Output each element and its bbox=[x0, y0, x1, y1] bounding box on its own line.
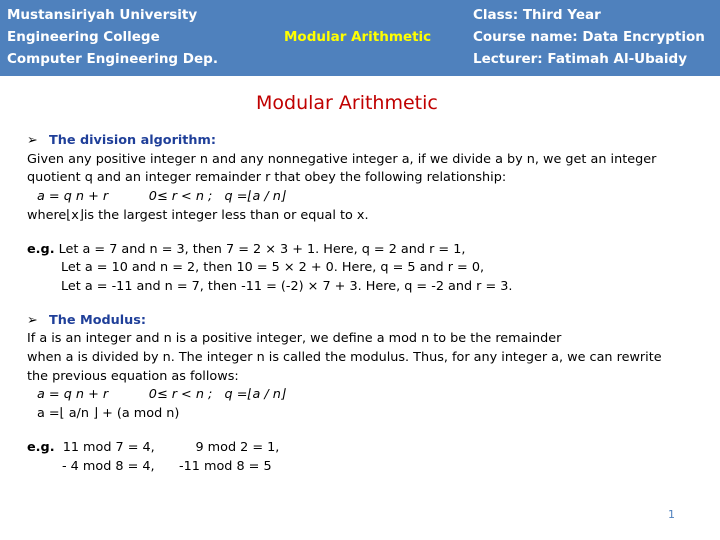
eg-label: e.g. bbox=[27, 439, 55, 455]
course-name: Course name: Data Encryption bbox=[473, 29, 705, 45]
slide-title: Modular Arithmetic bbox=[256, 92, 438, 114]
slide-number: 1 bbox=[668, 508, 675, 521]
class-label: Class: Third Year bbox=[473, 7, 601, 23]
section-heading-text: The division algorithm: bbox=[49, 133, 216, 148]
section-heading-division bbox=[27, 132, 707, 151]
university-name: Mustansiriyah University bbox=[7, 7, 198, 23]
slide-header bbox=[0, 0, 720, 76]
college-name: Engineering College bbox=[7, 29, 160, 45]
formula-line: a =⌊ a/n ⌋ + (a mod n) bbox=[37, 406, 180, 422]
example-line bbox=[27, 241, 707, 260]
example-text: 9 mod 2 = 1, bbox=[195, 439, 280, 455]
paragraph-line: the previous equation as follows: bbox=[27, 368, 239, 384]
example-line: Let a = 10 and n = 2, then 10 = 5 × 2 + 0. Here, q = 5 and r = 0, bbox=[61, 260, 485, 276]
header-topic: Modular Arithmetic bbox=[284, 29, 432, 45]
paragraph-line: when a is divided by n. The integer n is called the modulus. Thus, for any integer a, we can rewrite bbox=[27, 350, 662, 366]
example-text: -11 mod 8 = 5 bbox=[179, 458, 272, 474]
slide-content bbox=[27, 132, 707, 476]
paragraph-line: Given any positive integer n and any nonnegative integer a, if we divide a by n, we get an integer bbox=[27, 151, 657, 167]
example-line bbox=[27, 439, 707, 458]
example-line bbox=[27, 458, 707, 477]
example-text: - 4 mod 8 = 4, bbox=[62, 458, 155, 474]
arrow-bullet-icon: ➢ bbox=[27, 133, 38, 148]
formula-line: a = q n + r 0≤ r < n ; q =⌊a / n⌋ bbox=[37, 387, 286, 403]
lecturer-name: Lecturer: Fatimah Al-Ubaidy bbox=[473, 51, 688, 67]
example-text: 11 mod 7 = 4, bbox=[62, 439, 155, 455]
example-line: Let a = -11 and n = 7, then -11 = (-2) × 7 + 3. Here, q = -2 and r = 3. bbox=[61, 278, 513, 294]
department-name: Computer Engineering Dep. bbox=[7, 51, 218, 67]
paragraph-line: where⌊x⌋is the largest integer less than or equal to x. bbox=[27, 207, 369, 223]
institution-info bbox=[7, 4, 218, 70]
section-heading-modulus bbox=[27, 312, 707, 331]
paragraph-line: quotient q and an integer remainder r that obey the following relationship: bbox=[27, 170, 507, 186]
example-text: Let a = 7 and n = 3, then 7 = 2 × 3 + 1. Here, q = 2 and r = 1, bbox=[58, 241, 466, 257]
paragraph-line: If a is an integer and n is a positive integer, we define a mod n to be the remainder bbox=[27, 331, 562, 347]
course-info bbox=[473, 4, 705, 70]
arrow-bullet-icon: ➢ bbox=[27, 312, 38, 328]
eg-label: e.g. bbox=[27, 241, 55, 257]
formula-line: a = q n + r 0≤ r < n ; q =⌊a / n⌋ bbox=[37, 189, 286, 205]
section-heading-text: The Modulus: bbox=[49, 312, 147, 328]
